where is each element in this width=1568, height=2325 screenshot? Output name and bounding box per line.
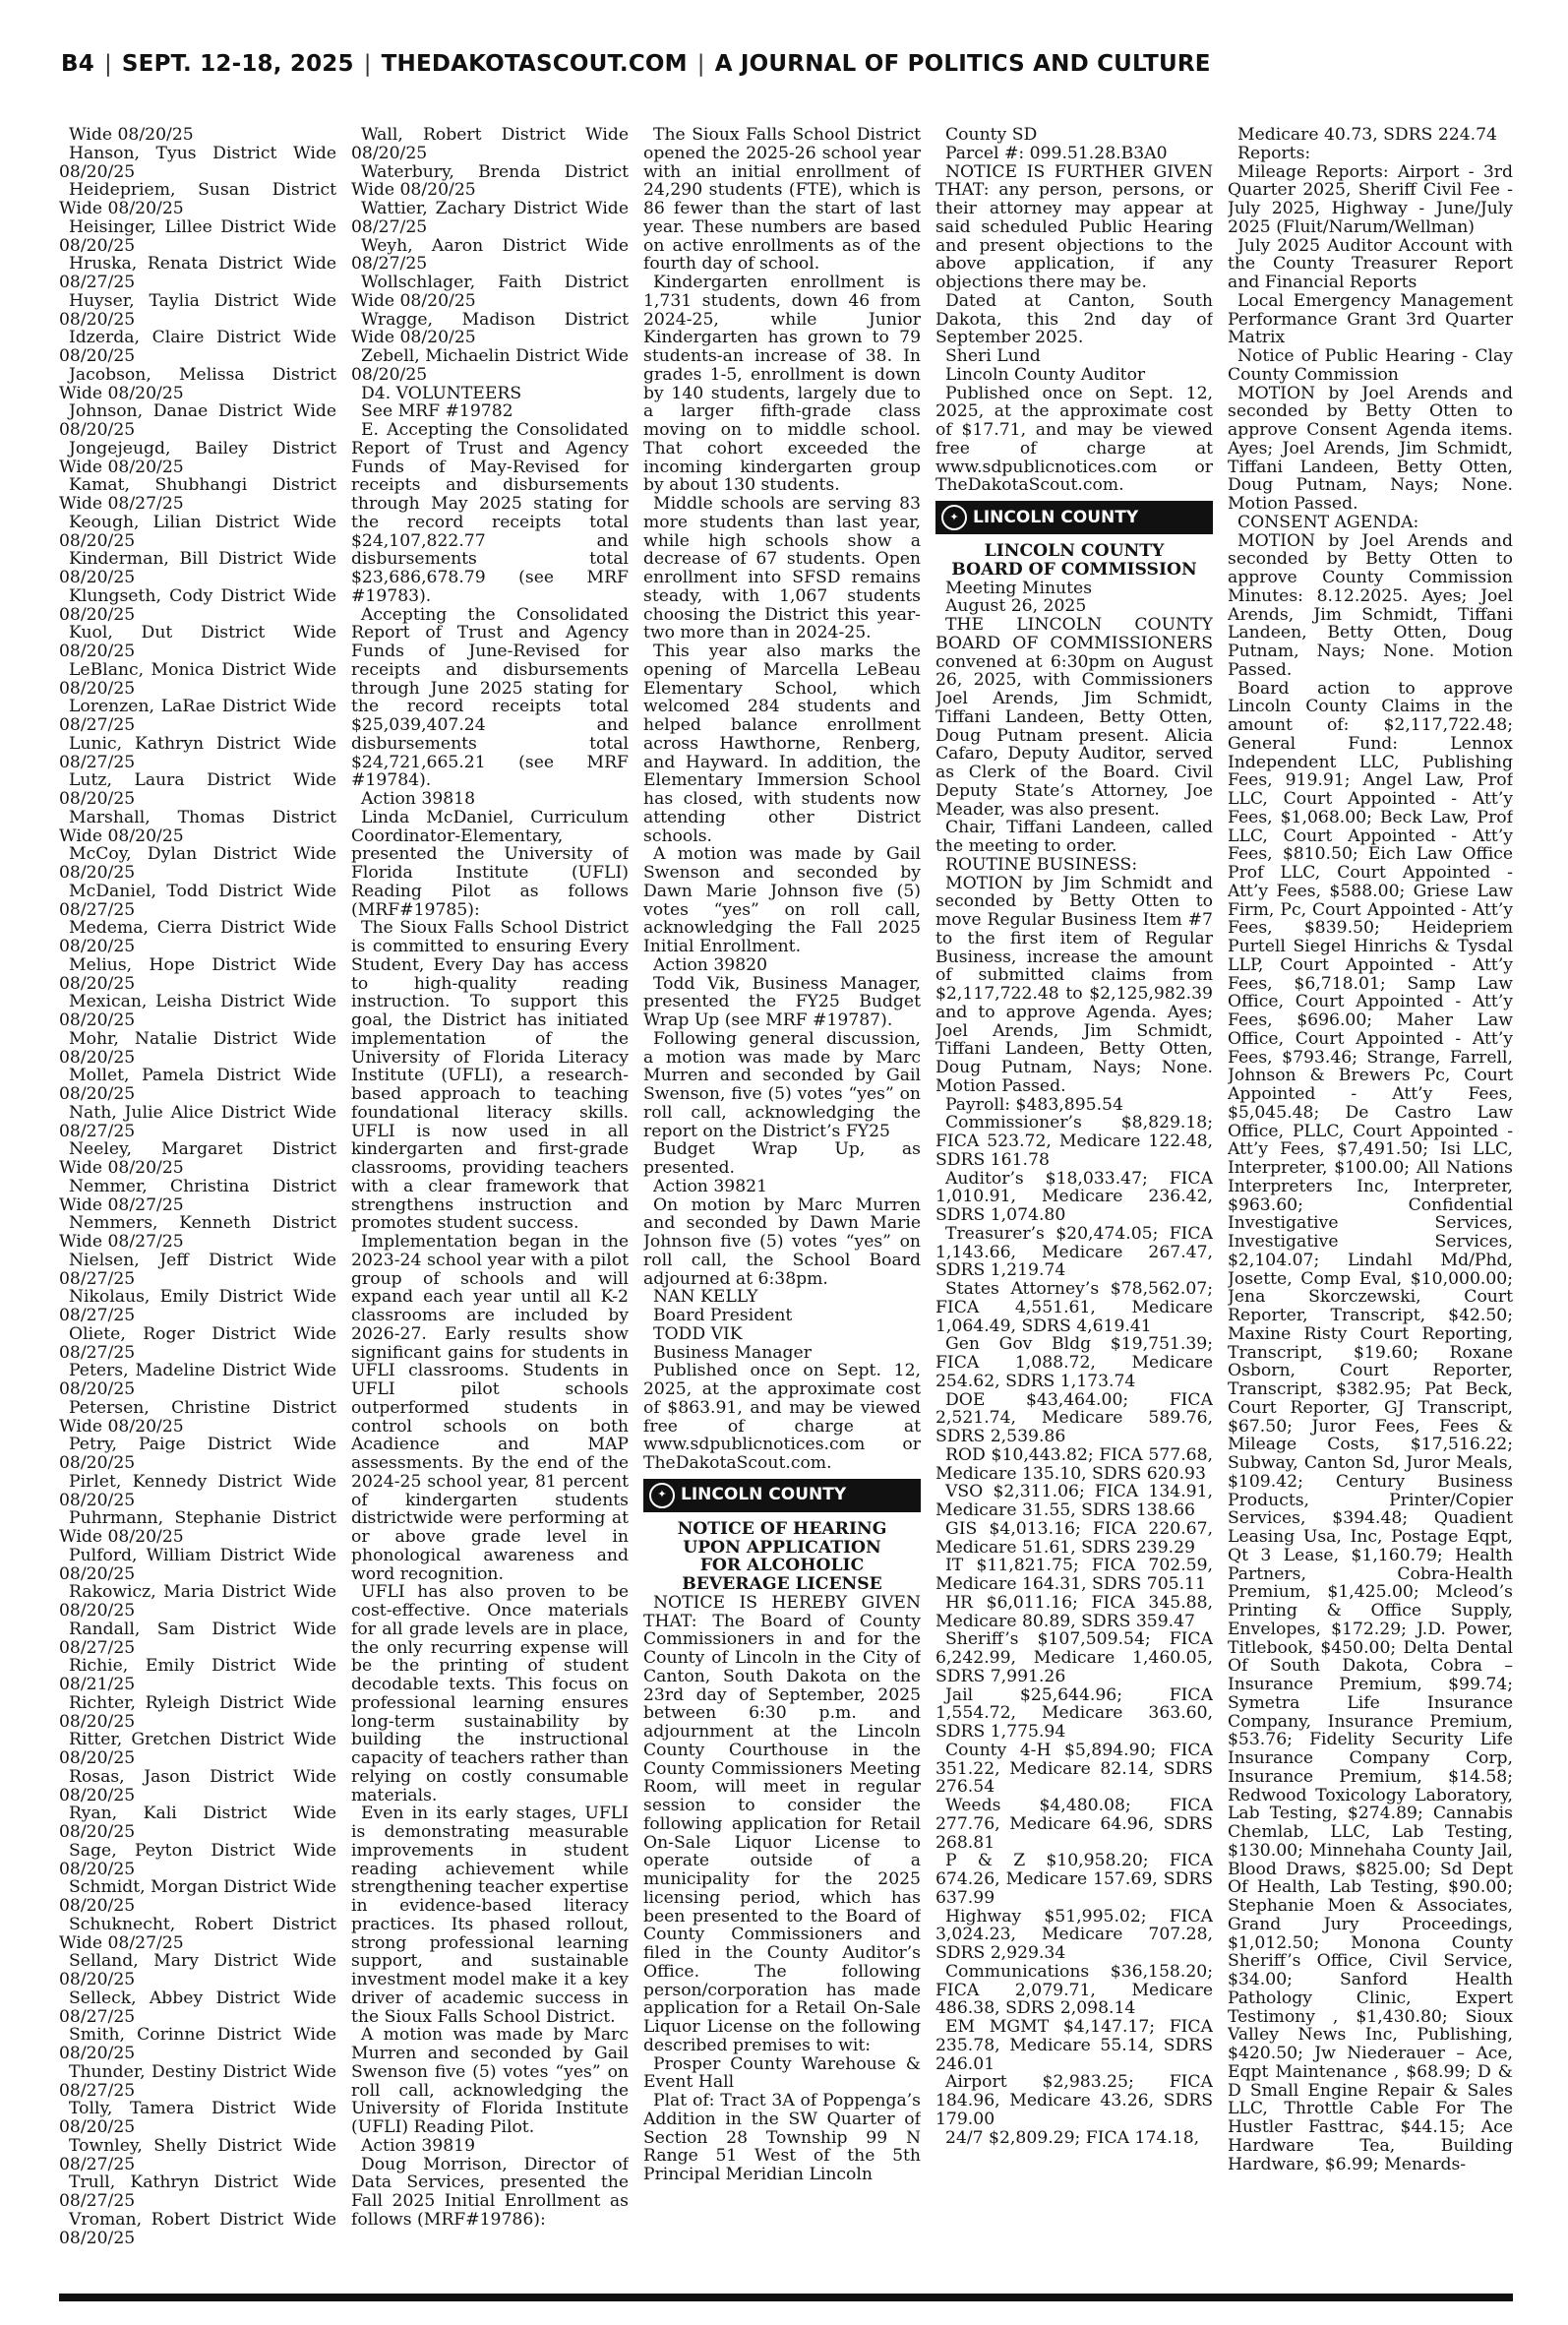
text-paragraph: Following general discussion, a motion was made by Marc Murren and seconded by Gail Swenson, five (5) votes “yes” on roll call, acknowledging the report on the District’s FY25 xyxy=(643,1028,921,1141)
text-paragraph: County 4-H $5,894.90; FICA 351.22, Medicare 82.14, SDRS 276.54 xyxy=(935,1740,1213,1798)
text-paragraph: Gen Gov Bldg $19,751.39; FICA 1,088.72, Medicare 254.62, SDRS 1,173.74 xyxy=(935,1334,1213,1391)
text-paragraph: Published once on Sept. 12, 2025, at the approximate cost of $863.91, and may be viewed free of charge at www.sdpublicnotices.com or TheDakotaScout.com. xyxy=(643,1361,921,1473)
text-paragraph: Plat of: Tract 3A of Poppenga’s Addition in the SW Quarter of Section 28 Township 99 N Range 51 West of the 5th Principal Meridian Lincoln xyxy=(643,2091,921,2184)
text-paragraph: July 2025 Auditor Account with the County Treasurer Report and Financial Reports xyxy=(1228,235,1513,292)
text-paragraph: Meeting Minutes xyxy=(945,578,1093,598)
text-paragraph: Heidepriem, Susan District Wide 08/20/25 xyxy=(59,180,336,218)
text-paragraph: County SD xyxy=(945,126,1038,145)
text-paragraph: Pirlet, Kennedy District Wide 08/20/25 xyxy=(59,1471,336,1510)
text-paragraph: McCoy, Dylan District Wide 08/20/25 xyxy=(59,844,336,883)
text-paragraph: Reports: xyxy=(1237,143,1311,163)
masthead xyxy=(61,51,1537,87)
text-paragraph: Nielsen, Jeff District Wide 08/27/25 xyxy=(59,1250,336,1289)
text-paragraph: Payroll: $483,895.54 xyxy=(945,1094,1123,1115)
text-paragraph: Nemmers, Kenneth District Wide 08/27/25 xyxy=(59,1213,336,1252)
text-paragraph: D4. VOLUNTEERS xyxy=(361,383,522,403)
text-paragraph: Prosper County Warehouse & Event Hall xyxy=(643,2053,921,2093)
text-paragraph: Action 39819 xyxy=(361,2135,475,2156)
text-paragraph: Nath, Julie Alice District Wide 08/27/25 xyxy=(59,1102,336,1141)
text-paragraph: Selleck, Abbey District Wide 08/27/25 xyxy=(59,1988,336,2027)
text-paragraph: Doug Morrison, Director of Data Services, presented the Fall 2025 Initial Enrollment as follows (MRF#19786): xyxy=(351,2154,629,2230)
text-paragraph: Weyh, Aaron District Wide 08/27/25 xyxy=(351,235,629,275)
text-paragraph: Kuol, Dut District Wide 08/20/25 xyxy=(59,623,336,661)
text-paragraph: Chair, Tiffani Landeen, called the meeting to order. xyxy=(935,818,1213,856)
text-paragraph: Nikolaus, Emily District Wide 08/27/25 xyxy=(59,1287,336,1325)
text-paragraph: DOE $43,464.00; FICA 2,521.74, Medicare 589.76, SDRS 2,539.86 xyxy=(935,1389,1213,1446)
text-paragraph: Richie, Emily District Wide 08/21/25 xyxy=(59,1656,336,1694)
text-paragraph: Budget Wrap Up, as presented. xyxy=(643,1139,921,1178)
text-paragraph: Airport $2,983.25; FICA 184.96, Medicare 43.26, SDRS 179.00 xyxy=(935,2072,1213,2129)
text-paragraph: Trull, Kathryn District Wide 08/27/25 xyxy=(59,2172,336,2211)
text-paragraph: Kindergarten enrollment is 1,731 students, down 46 from 2024-25, while Junior Kindergarten has grown to 79 students-an increase of 38. In grades 1-5, enrollment is down by 140 students, largely due to a larger fifth-grade class moving on to middle school. That cohort exceeded the incoming kindergarten group by about 130 students. xyxy=(643,273,921,496)
text-paragraph: Mileage Reports: Airport - 3rd Quarter 2025, Sheriff Civil Fee - July 2025, Highway - June/July 2025 (Fluit/Narum/Wellman) xyxy=(1228,161,1513,237)
text-paragraph: GIS $4,013.16; FICA 220.67, Medicare 51.61, SDRS 239.29 xyxy=(935,1518,1213,1558)
text-paragraph: Local Emergency Management Performance Grant 3rd Quarter Matrix xyxy=(1228,290,1513,348)
text-paragraph: Keough, Lilian District Wide 08/20/25 xyxy=(59,512,336,551)
text-paragraph: See MRF #19782 xyxy=(361,401,513,422)
column-3 xyxy=(643,126,921,2291)
text-paragraph: On motion by Marc Murren and seconded by Dawn Marie Johnson five (5) votes “yes” on roll call, the School Board adjourned at 6:38pm. xyxy=(643,1194,921,1289)
text-paragraph: Vroman, Robert District Wide 08/20/25 xyxy=(59,2209,336,2248)
text-paragraph: Oliete, Roger District Wide 08/27/25 xyxy=(59,1323,336,1363)
text-paragraph: ROD $10,443.82; FICA 577.68, Medicare 135.10, SDRS 620.93 xyxy=(935,1444,1213,1484)
text-paragraph: A motion was made by Marc Murren and seconded by Gail Swenson five (5) votes “yes” on roll call, acknowledging the University of Florida Institute (UFLI) Reading Pilot. xyxy=(351,2025,629,2137)
text-paragraph: UFLI has also proven to be cost-effective. Once materials for all grade levels are in place, the only recurring expense will be the printing of student decodable texts. This focus on professional learning ensures long-term sustainability by building the instructional capacity of teachers rather than relying on costly consumable materials. xyxy=(351,1582,629,1805)
text-paragraph: Highway $51,995.02; FICA 3,024.23, Medicare 707.28, SDRS 2,929.34 xyxy=(935,1906,1213,1963)
text-paragraph: Lunic, Kathryn District Wide 08/27/25 xyxy=(59,733,336,772)
text-paragraph: Sheriff’s $107,509.54; FICA 6,242.99, Medicare 1,460.05, SDRS 7,991.26 xyxy=(935,1629,1213,1686)
text-paragraph: Medicare 40.73, SDRS 224.74 xyxy=(1237,126,1497,145)
column-5 xyxy=(1228,126,1513,2291)
notice-title xyxy=(643,1520,921,1594)
county-seal-icon: ✦ xyxy=(649,1483,675,1508)
text-paragraph: Schmidt, Morgan District Wide 08/20/25 xyxy=(59,1877,336,1916)
text-paragraph: Randall, Sam District Wide 08/27/25 xyxy=(59,1619,336,1658)
text-paragraph: TODD VIK xyxy=(653,1323,743,1344)
banner-label: LINCOLN COUNTY xyxy=(973,507,1139,527)
text-paragraph: Rakowicz, Maria District Wide 08/20/25 xyxy=(59,1582,336,1621)
lincoln-county-banner xyxy=(643,1479,921,1512)
text-paragraph: Petersen, Christine District Wide 08/20/25 xyxy=(59,1397,336,1437)
text-paragraph: MOTION by Joel Arends and seconded by Betty Otten to approve Consent Agenda items. Ayes; Joel Arends, Jim Schmidt, Tiffani Landeen, Betty Otten, Doug Putnam, Nays; None. Motion Passed. xyxy=(1228,383,1513,514)
text-paragraph: NOTICE IS HEREBY GIVEN THAT: The Board of County Commissioners in and for the County of Lincoln in the City of Canton, South Dakota on the 23rd day of September, 2025 between 6:30 p.m. and adjournment at the Lincoln County Courthouse in the County Commissioners Meeting Room, will meet in regular session to consider the following application for Retail On-Sale Liquor License to operate outside of a municipality for the 2025 licensing period, which has been presented to the Board of County Commissioners and filed in the County Auditor’s Office. The following person/corporation has made application for a Retail On-Sale Liquor License on the following described premises to wit: xyxy=(643,1592,921,2055)
text-paragraph: EM MGMT $4,147.17; FICA 235.78, Medicare 55.14, SDRS 246.01 xyxy=(935,2017,1213,2074)
masthead-divider: | xyxy=(363,51,372,77)
text-paragraph: McDaniel, Todd District Wide 08/27/25 xyxy=(59,881,336,920)
text-paragraph: Wragge, Madison District Wide 08/20/25 xyxy=(351,309,629,348)
text-paragraph: Ritter, Gretchen District Wide 08/20/25 xyxy=(59,1730,336,1768)
text-paragraph: Waterbury, Brenda District Wide 08/20/25 xyxy=(351,161,629,201)
text-paragraph: Townley, Shelly District Wide 08/27/25 xyxy=(59,2135,336,2174)
text-paragraph: Rosas, Jason District Wide 08/20/25 xyxy=(59,1766,336,1805)
text-paragraph: 24/7 $2,809.29; FICA 174.18, xyxy=(945,2127,1200,2148)
text-paragraph: Mollet, Pamela District Wide 08/20/25 xyxy=(59,1066,336,1104)
text-paragraph: BEVERAGE LICENSE xyxy=(682,1574,882,1594)
text-paragraph: Jongejeugd, Bailey District Wide 08/20/25 xyxy=(59,438,336,477)
text-paragraph: Lincoln County Auditor xyxy=(945,364,1146,385)
text-paragraph: Huyser, Taylia District Wide 08/20/25 xyxy=(59,290,336,330)
text-paragraph: Ryan, Kali District Wide 08/20/25 xyxy=(59,1804,336,1842)
text-paragraph: THE LINCOLN COUNTY BOARD OF COMMISSIONERS convened at 6:30pm on August 26, 2025, with Commissioners Joel Arends, Jim Schmidt, Tiffani Landeen, Betty Otten, Doug Putnam present. Alicia Cafaro, Deputy Auditor, served as Clerk of the Board. Civil Deputy State’s Attorney, Joe Meader, was also present. xyxy=(935,615,1213,820)
text-paragraph: Commissioner’s $8,829.18; FICA 523.72, Medicare 122.48, SDRS 161.78 xyxy=(935,1113,1213,1170)
text-paragraph: Kamat, Shubhangi District Wide 08/27/25 xyxy=(59,475,336,514)
text-paragraph: Published once on Sept. 12, 2025, at the approximate cost of $17.71, and may be viewed free of charge at www.sdpublicnotices.com or TheDakotaScout.com. xyxy=(935,383,1213,496)
text-paragraph: The Sioux Falls School District is committed to ensuring Every Student, Every Day has access to high-quality reading instruction. To support this goal, the District has initiated implementation of the University of Florida Literacy Institute (UFLI), a research-based approach to teaching foundational literacy skills. UFLI is now used in all kindergarten and first-grade classrooms, providing teachers with a clear framework that strengthens instruction and promotes student success. xyxy=(351,918,629,1234)
text-paragraph: Board action to approve Lincoln County Claims in the amount of: $2,117,722.48; General Fund: Lennox Independent LLC, Publishing Fees, 919.91; Angel Law, Prof LLC, Court Appointed - Att’y Fees, $1,068.00; Beck Law, Prof LLC, Court Appointed - Att’y Fees, $810.50; Eich Law Office Prof LLC, Court Appointed - Att’y Fees, $588.00; Griese Law Firm, Pc, Court Appointed - Att’y Fees, $839.50; Heidepriem Purtell Siegel Hinrichs & Tysdal LLP, Court Appointed - Att’y Fees, $6,718.01; Samp Law Office, Court Appointed - Att’y Fees, $696.00; Maher Law Office, Court Appointed - Att’y Fees, $793.46; Strange, Farrell, Johnson & Brewers Pc, Court Appointed - Att’y Fees, $5,045.48; De Castro Law Office, PLLC, Court Appointed - Att’y Fees, $7,491.50; Isi LLC, Interpreter, $100.00; All Nations Interpreters Inc, Interpreter, $963.60; Confidential Investigative Services, Investigative Services, $2,104.07; Lindahl Md/Phd, Josette, Comp Eval, $10,000.00; Jena Skorczewski, Court Reporter, Transcript, $42.50; Maxine Risty Court Reporting, Transcript, $19.60; Roxane Osborn, Court Reporter, Transcript, $382.95; Pat Beck, Court Reporter, GJ Transcript, $67.50; Juror Fees, Fees & Mileage Costs, $17,516.22; Subway, Canton Sd, Juror Meals, $109.42; Century Business Products, Printer/Copier Services, $394.48; Quadient Leasing Usa, Inc, Postage Eqpt, Qt 3 Lease, $1,160.79; Health Partners, Cobra-Health Premium, $1,425.00; Mcleod’s Printing & Office Supply, Envelopes, $172.29; J.D. Power, Titlebook, $450.00; Delta Dental Of South Dakota, Cobra – Insurance Premium, $99.74; Symetra Life Insurance Company, Insurance Premium, $53.76; Fidelity Security Life Insurance Company Corp, Insurance Premium, $14.58; Redwood Toxicology Laboratory, Lab Testing, $274.89; Cannabis Chemlab, LLC, Lab Testing, $130.00; Minnehaha County Jail, Blood Draws, $825.00; Sd Dept Of Health, Lab Testing, $90.00; Stephanie Moen & Associates, Grand Jury Proceedings, $1,012.50; Monona County Sheriff’s Office, Civil Service, $34.00; Sanford Health Pathology Clinic, Expert Testimony , $1,430.80; Sioux Valley News Inc, Publishing, $420.50; Jw Niederauer – Ace, Eqpt Maintenance , $68.99; D & D Small Engine Repair & Sales LLC, Throttle Cable For The Hustler Fasttrac, $44.15; Ace Hardware Tea, Building Hardware, $6.99; Menards- xyxy=(1228,678,1513,2174)
text-paragraph: Parcel #: 099.51.28.B3A0 xyxy=(945,143,1168,163)
minutes-title xyxy=(935,542,1213,580)
text-paragraph: Treasurer’s $20,474.05; FICA 1,143.66, Medicare 267.47, SDRS 1,219.74 xyxy=(935,1223,1213,1281)
column-2 xyxy=(351,126,629,2291)
text-paragraph: Neeley, Margaret District Wide 08/20/25 xyxy=(59,1139,336,1178)
text-paragraph: Schuknecht, Robert District Wide 08/27/25 xyxy=(59,1914,336,1953)
column-4 xyxy=(935,126,1213,2291)
text-paragraph: Sheri Lund xyxy=(945,346,1041,366)
text-paragraph: Mohr, Natalie District Wide 08/20/25 xyxy=(59,1028,336,1068)
text-paragraph: Thunder, Destiny District Wide 08/27/25 xyxy=(59,2061,336,2101)
text-paragraph: Accepting the Consolidated Report of Trust and Agency Funds of June-Revised for receipts and disbursements through June 2025 stating for the record receipts total $25,039,407.24 and disbursements total $24,721,665.21 (see MRF #19784). xyxy=(351,604,629,791)
county-seal-icon: ✦ xyxy=(941,505,967,530)
text-paragraph: Lutz, Laura District Wide 08/20/25 xyxy=(59,770,336,809)
text-paragraph: This year also marks the opening of Marcella LeBeau Elementary School, which welcomed 284 students and helped balance enrollment across Hawthorne, Renberg, and Hayward. In addition, the Elementary Immersion School has closed, with students now attending other District schools. xyxy=(643,642,921,846)
text-paragraph: MOTION by Jim Schmidt and seconded by Betty Otten to move Regular Business Item #7 to the first item of Regular Business, increase the amount of submitted claims from $2,117,722.48 to $2,125,982.39 and to approve Agenda. Ayes; Joel Arends, Jim Schmidt, Tiffani Landeen, Betty Otten, Doug Putnam, Nays; None. Motion Passed. xyxy=(935,873,1213,1096)
page-number: B4 xyxy=(61,51,94,77)
masthead-divider: | xyxy=(103,51,112,77)
text-paragraph: BOARD OF COMMISSION xyxy=(951,559,1197,580)
issue-date: SEPT. 12-18, 2025 xyxy=(121,51,354,77)
text-paragraph: Even in its early stages, UFLI is demonstrating measurable improvements in student reading achievement while strengthening teacher expertise in evidence-based literacy practices. Its phased rollout, strong professional learning support, and sustainable investment model make it a key driver of academic success in the Sioux Falls School District. xyxy=(351,1804,629,2027)
text-paragraph: Communications $36,158.20; FICA 2,079.71, Medicare 486.38, SDRS 2,098.14 xyxy=(935,1961,1213,2019)
text-paragraph: Zebell, Michaelin District Wide 08/20/25 xyxy=(351,346,629,385)
text-paragraph: Action 39821 xyxy=(653,1176,767,1196)
text-paragraph: P & Z $10,958.20; FICA 674.26, Medicare 157.69, SDRS 637.99 xyxy=(935,1851,1213,1908)
text-paragraph: Jacobson, Melissa District Wide 08/20/25 xyxy=(59,364,336,403)
text-paragraph: FOR ALCOHOLIC xyxy=(699,1556,865,1576)
notice-continued xyxy=(935,126,1213,495)
text-paragraph: Hanson, Tyus District Wide 08/20/25 xyxy=(59,143,336,182)
text-paragraph: Wattier, Zachary District Wide 08/27/25 xyxy=(351,199,629,237)
text-paragraph: Tolly, Tamera District Wide 08/20/25 xyxy=(59,2099,336,2137)
text-paragraph: Puhrmann, Stephanie District Wide 08/20/25 xyxy=(59,1508,336,1547)
text-paragraph: Business Manager xyxy=(653,1342,812,1363)
text-paragraph: A motion was made by Gail Swenson and seconded by Dawn Marie Johnson five (5) votes “yes” on roll call, acknowledging the Fall 2025 Initial Enrollment. xyxy=(643,844,921,956)
text-paragraph: Board President xyxy=(653,1306,793,1325)
text-paragraph: Linda McDaniel, Curriculum Coordinator-Elementary, presented the University of Florida Institute (UFLI) Reading Pilot as follows (MRF#19785): xyxy=(351,807,629,920)
text-paragraph: August 26, 2025 xyxy=(945,596,1087,617)
text-paragraph: Idzerda, Claire District Wide 08/20/25 xyxy=(59,328,336,366)
text-paragraph: UPON APPLICATION xyxy=(683,1537,881,1558)
text-paragraph: Selland, Mary District Wide 08/20/25 xyxy=(59,1951,336,1989)
text-paragraph: HR $6,011.16; FICA 345.88, Medicare 80.89, SDRS 359.47 xyxy=(935,1592,1213,1631)
text-paragraph: States Attorney’s $78,562.07; FICA 4,551.61, Medicare 1,064.49, SDRS 4,619.41 xyxy=(935,1279,1213,1336)
text-paragraph: Petry, Paige District Wide 08/20/25 xyxy=(59,1435,336,1473)
text-paragraph: Action 39820 xyxy=(653,954,767,975)
bottom-rule xyxy=(59,2294,1513,2301)
notice-text xyxy=(643,1594,921,2184)
text-paragraph: IT $11,821.75; FICA 702.59, Medicare 164.31, SDRS 705.11 xyxy=(935,1556,1213,1594)
text-paragraph: E. Accepting the Consolidated Report of Trust and Agency Funds of May-Revised for receipts and disbursements through May 2025 stating for the record receipts total $24,107,822.77 and disbursements total $23,686,678.79 (see MRF #19783). xyxy=(351,420,629,606)
text-paragraph: Hruska, Renata District Wide 08/27/25 xyxy=(59,254,336,292)
text-paragraph: VSO $2,311.06; FICA 134.91, Medicare 31.55, SDRS 138.66 xyxy=(935,1482,1213,1520)
text-paragraph: Implementation began in the 2023-24 school year with a pilot group of schools and will expand each year until all K-2 classrooms are included by 2026-27. Early results show significant gains for students in UFLI classrooms. Students in UFLI pilot schools outperformed students in control schools on both Acadience and MAP assessments. By the end of the 2024-25 school year, 81 percent of kindergarten students districtwide were performing at or above grade level in phonological awareness and word recognition. xyxy=(351,1232,629,1584)
text-paragraph: MOTION by Joel Arends and seconded by Betty Otten to approve County Commission Minutes: 8.12.2025. Ayes; Joel Arends, Jim Schmidt, Tiffani Landeen, Betty Otten, Doug Putnam, Nays; None. Motion Passed. xyxy=(1228,530,1513,680)
banner-label: LINCOLN COUNTY xyxy=(681,1485,847,1505)
text-paragraph: CONSENT AGENDA: xyxy=(1237,512,1419,532)
text-paragraph: Weeds $4,480.08; FICA 277.76, Medicare 64.96, SDRS 268.81 xyxy=(935,1796,1213,1853)
enrollment-text xyxy=(643,126,921,1473)
text-paragraph: Johnson, Danae District Wide 08/20/25 xyxy=(59,401,336,440)
text-paragraph: Richter, Ryleigh District Wide 08/20/25 xyxy=(59,1692,336,1732)
text-paragraph: Marshall, Thomas District Wide 08/20/25 xyxy=(59,807,336,846)
text-paragraph: Jail $25,644.96; FICA 1,554.72, Medicare 363.60, SDRS 1,775.94 xyxy=(935,1684,1213,1742)
text-paragraph: Lorenzen, LaRae District Wide 08/27/25 xyxy=(59,697,336,735)
text-paragraph: Wall, Robert District Wide 08/20/25 xyxy=(351,126,629,163)
text-paragraph: NAN KELLY xyxy=(653,1287,758,1308)
text-paragraph: Kinderman, Bill District Wide 08/20/25 xyxy=(59,549,336,587)
text-paragraph: NOTICE OF HEARING xyxy=(677,1518,887,1539)
tagline: A JOURNAL OF POLITICS AND CULTURE xyxy=(714,51,1211,77)
column-1 xyxy=(59,126,336,2291)
text-paragraph: Wide 08/20/25 xyxy=(69,126,194,145)
text-paragraph: LeBlanc, Monica District Wide 08/20/25 xyxy=(59,659,336,699)
minutes-text xyxy=(935,580,1213,2148)
text-paragraph: Action 39818 xyxy=(361,789,475,809)
text-paragraph: Todd Vik, Business Manager, presented the FY25 Budget Wrap Up (see MRF #19787). xyxy=(643,973,921,1030)
site-name: THEDAKOTASCOUT.COM xyxy=(381,51,688,77)
masthead-divider: | xyxy=(696,51,705,77)
text-paragraph: Middle schools are serving 83 more students than last year, while high schools show a decrease of 67 students. Open enrollment into SFSD remains steady, with 1,067 students choosing the District this year-two more than in 2024-25. xyxy=(643,494,921,643)
article-columns xyxy=(59,126,1513,2291)
text-paragraph: Klungseth, Cody District Wide 08/20/25 xyxy=(59,585,336,625)
text-paragraph: Nemmer, Christina District Wide 08/27/25 xyxy=(59,1176,336,1215)
text-paragraph: NOTICE IS FURTHER GIVEN THAT: any person, persons, or their attorney may appear at said scheduled Public Hearing and present objections to the above application, if any objections there may be. xyxy=(935,161,1213,292)
text-paragraph: Heisinger, Lillee District Wide 08/20/25 xyxy=(59,216,336,256)
text-paragraph: ROUTINE BUSINESS: xyxy=(945,854,1138,875)
text-paragraph: Dated at Canton, South Dakota, this 2nd day of September 2025. xyxy=(935,290,1213,348)
text-paragraph: Sage, Peyton District Wide 08/20/25 xyxy=(59,1840,336,1879)
text-paragraph: LINCOLN COUNTY xyxy=(984,541,1165,561)
text-paragraph: Melius, Hope District Wide 08/20/25 xyxy=(59,954,336,994)
lincoln-county-banner xyxy=(935,501,1213,534)
text-paragraph: Pulford, William District Wide 08/20/25 xyxy=(59,1545,336,1584)
text-paragraph: The Sioux Falls School District opened the 2025-26 school year with an initial enrollment of 24,290 students (FTE), which is 86 fewer than the start of last year. These numbers are based on active enrollments as of the fourth day of school. xyxy=(643,126,921,275)
text-paragraph: Peters, Madeline District Wide 08/20/25 xyxy=(59,1361,336,1399)
text-paragraph: Medema, Cierra District Wide 08/20/25 xyxy=(59,918,336,956)
text-paragraph: Mexican, Leisha District Wide 08/20/25 xyxy=(59,992,336,1030)
text-paragraph: Notice of Public Hearing - Clay County Commission xyxy=(1228,346,1513,385)
text-paragraph: Wollschlager, Faith District Wide 08/20/25 xyxy=(351,273,629,311)
text-paragraph: Auditor’s $18,033.47; FICA 1,010.91, Medicare 236.42, SDRS 1,074.80 xyxy=(935,1168,1213,1225)
text-paragraph: Smith, Corinne District Wide 08/20/25 xyxy=(59,2025,336,2063)
